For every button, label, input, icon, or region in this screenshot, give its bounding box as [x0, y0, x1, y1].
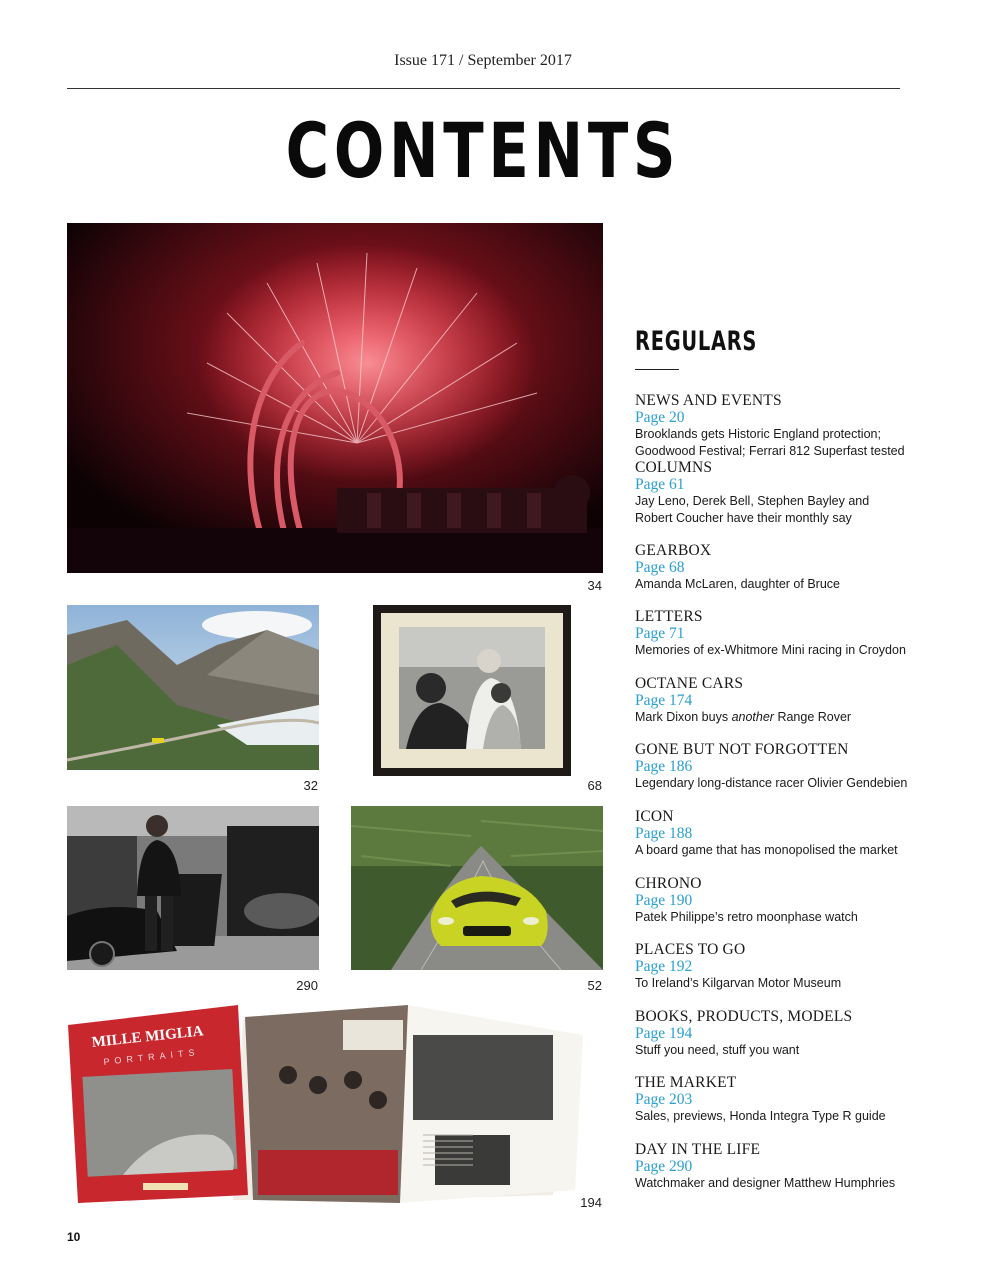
header-divider: [67, 88, 900, 89]
entry-description: Sales, previews, Honda Integra Type R guide: [635, 1109, 886, 1124]
photo-page-number: 194: [580, 1195, 602, 1210]
photo-page-number: 34: [587, 578, 602, 593]
entry-description-text: Range Rover: [773, 709, 852, 724]
photo-page-number: 32: [303, 778, 318, 793]
photo-page-number: 68: [587, 778, 602, 793]
entry-description: Memories of ex-Whitmore Mini racing in Croydon: [635, 643, 906, 658]
entry-title: COLUMNS: [635, 458, 713, 476]
toc-entry[interactable]: [635, 941, 935, 1008]
photo-mountain-pass: [67, 605, 319, 770]
photo-yellow-ferrari: [351, 806, 603, 970]
entry-page[interactable]: Page 192: [635, 958, 693, 976]
book-cover-subtitle: PORTRAITS: [103, 1046, 200, 1067]
entry-page[interactable]: Page 290: [635, 1157, 693, 1175]
toc-entry[interactable]: [635, 808, 935, 875]
entry-page[interactable]: Page 20: [635, 409, 685, 426]
entry-description: Watchmaker and designer Matthew Humphries: [635, 1175, 896, 1190]
toc-entry[interactable]: [635, 392, 935, 459]
entry-description: Robert Coucher have their monthly say: [635, 510, 852, 525]
entry-page[interactable]: Page 174: [635, 691, 693, 709]
toc-entry[interactable]: [635, 459, 935, 542]
entry-title: PLACES TO GO: [635, 941, 746, 959]
photo-page-number: 290: [296, 978, 318, 993]
toc-entry[interactable]: [635, 675, 935, 742]
toc-entry[interactable]: [635, 875, 935, 942]
toc-entry[interactable]: [635, 1074, 935, 1141]
entry-page[interactable]: Page 186: [635, 758, 693, 776]
issue-line: Issue 171 / September 2017: [394, 52, 572, 69]
toc-entry[interactable]: [635, 741, 935, 808]
entry-page[interactable]: Page 188: [635, 824, 693, 842]
section-divider: [635, 369, 679, 370]
entry-description: Legendary long-distance racer Olivier Gendebien: [635, 776, 908, 791]
page-title: CONTENTS: [285, 106, 681, 195]
entry-page[interactable]: Page 61: [635, 475, 685, 493]
toc-entry[interactable]: [635, 1008, 935, 1075]
entry-title: OCTANE CARS: [635, 674, 744, 692]
book-cover-title: MILLE MIGLIA: [91, 1023, 205, 1051]
regulars-list: [635, 392, 935, 1208]
entry-page[interactable]: Page 203: [635, 1091, 693, 1109]
entry-title: CHRONO: [635, 874, 702, 892]
entry-description: Amanda McLaren, daughter of Bruce: [635, 576, 840, 591]
entry-title: ICON: [635, 807, 674, 825]
entry-title: GONE BUT NOT FORGOTTEN: [635, 741, 849, 759]
toc-entry[interactable]: [635, 542, 935, 609]
entry-title: NEWS AND EVENTS: [635, 392, 782, 409]
entry-title: LETTERS: [635, 608, 703, 626]
entry-description: Jay Leno, Derek Bell, Stephen Bayley and: [635, 493, 870, 508]
page-folio: 10: [67, 1230, 81, 1244]
entry-title: THE MARKET: [635, 1074, 737, 1092]
entry-description: To Ireland’s Kilgarvan Motor Museum: [635, 976, 842, 991]
photo-goodwood-fireworks: [67, 223, 603, 573]
entry-description-text: Mark Dixon buys: [635, 709, 732, 724]
toc-entry[interactable]: [635, 1141, 935, 1208]
entry-title: DAY IN THE LIFE: [635, 1140, 761, 1158]
entry-description: [635, 709, 935, 726]
section-heading-regulars: REGULARS: [635, 326, 758, 357]
entry-page[interactable]: Page 71: [635, 625, 685, 643]
entry-description: Patek Philippe’s retro moonphase watch: [635, 909, 858, 924]
entry-description: Goodwood Festival; Ferrari 812 Superfast tested: [635, 444, 905, 458]
entry-title: GEARBOX: [635, 541, 712, 559]
entry-page[interactable]: Page 194: [635, 1024, 693, 1042]
entry-page[interactable]: Page 68: [635, 558, 685, 576]
entry-description: Stuff you need, stuff you want: [635, 1042, 800, 1057]
photo-man-with-porsche: [67, 806, 319, 970]
entry-description-emphasis: another: [731, 709, 774, 724]
entry-description: A board game that has monopolised the market: [635, 842, 898, 857]
photo-page-number: 52: [587, 978, 602, 993]
toc-entry[interactable]: [635, 608, 935, 675]
entry-description: Brooklands gets Historic England protection;: [635, 427, 881, 441]
entry-page[interactable]: Page 190: [635, 891, 693, 909]
photo-framed-family-portrait: [371, 603, 573, 778]
entry-title: BOOKS, PRODUCTS, MODELS: [635, 1007, 853, 1025]
photo-mille-miglia-book: [63, 1005, 593, 1203]
